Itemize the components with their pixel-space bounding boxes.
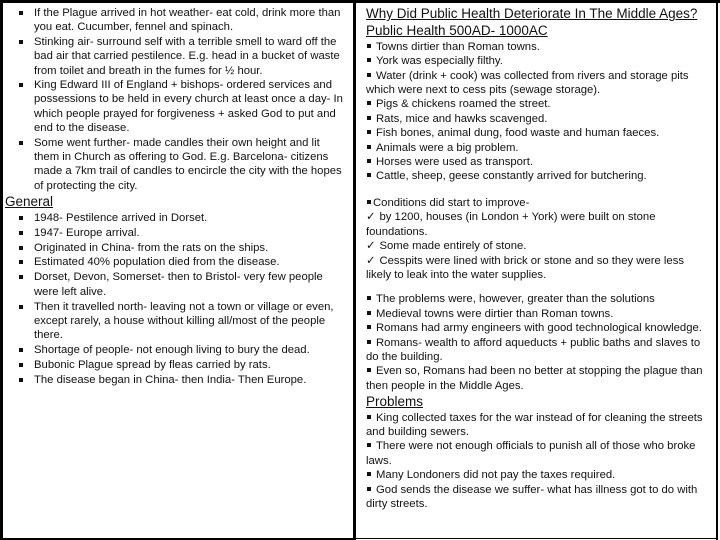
bullet-icon [367, 368, 371, 372]
problems-heading: Problems [366, 394, 424, 410]
bullet-icon [367, 311, 371, 315]
border-right [716, 0, 718, 540]
item-text: Medieval towns were dirtier than Roman towns. [376, 307, 614, 320]
list-item: Then it travelled north- leaving not a town or village or even, except rarely, a house without killing all/most of the people there. [19, 300, 345, 343]
list-item [366, 210, 712, 239]
item-text: by 1200, houses (in London + York) were built on stone foundations. [366, 211, 656, 238]
item-text: Animals were a big problem. [376, 141, 519, 154]
border-bottom [356, 538, 718, 539]
bullet-icon [367, 101, 371, 105]
item-text: Cattle, sheep, geese constantly arrived for butchering. [376, 170, 647, 183]
list-item [366, 292, 712, 306]
bullet-icon [367, 296, 371, 300]
list-item [366, 254, 712, 283]
item-text: Water (drink + cook) was collected from rivers and storage pits which were next to cess pits (sewage storage). [366, 69, 689, 97]
list-item [366, 239, 712, 253]
item-text: Pigs & chickens roamed the street. [376, 98, 551, 111]
list-item [366, 169, 712, 183]
list-item [366, 97, 712, 111]
list-item: Some went further- made candles their own height and lit them in Church as offering to God. E.g. Barcelona- citizens made a 7km trail of candles to encircle the city with the hopes of protecting the city. [19, 136, 345, 194]
list-item [366, 321, 712, 335]
item-text: Rats, mice and hawks scavenged. [376, 112, 548, 125]
list-item [366, 112, 712, 126]
bullet-icon [367, 472, 371, 476]
checkmark-icon: ✓ [366, 240, 376, 253]
list-item: Dorset, Devon, Somerset- then to Bristol- very few people were left alive. [19, 270, 345, 299]
bullet-icon [367, 116, 371, 120]
item-text: Cesspits were lined with brick or stone and so they were less likely to leak into the water supplies. [366, 254, 684, 281]
item-text: Fish bones, animal dung, food waste and human faeces. [376, 127, 660, 140]
bullet-icon [367, 73, 371, 77]
item-text: The problems were, however, greater than the solutions [376, 293, 655, 306]
general-heading: General [5, 194, 54, 210]
left-column [3, 0, 353, 388]
health-list [366, 40, 712, 184]
bullet-icon [367, 325, 371, 329]
list-item [366, 439, 712, 468]
item-text: Romans had army engineers with good technological knowledge. [376, 322, 702, 335]
bullet-icon [367, 173, 371, 177]
item-text: God sends the disease we suffer- what has illness got to do with dirty streets. [366, 483, 698, 510]
section-subtitle: Public Health 500AD- 1000AC [366, 23, 548, 39]
list-item [366, 126, 712, 140]
bullet-icon [367, 58, 371, 62]
bullet-icon [367, 415, 371, 419]
list-item: The disease began in China- then India- Then Europe. [19, 373, 345, 387]
bullet-icon [367, 130, 371, 134]
bullet-icon [367, 487, 371, 491]
list-item [366, 411, 712, 440]
item-text: Towns dirtier than Roman towns. [376, 40, 540, 53]
bullet-icon [367, 44, 371, 48]
list-item: Originated in China- from the rats on the ships. [19, 241, 345, 255]
improve-intro [366, 196, 712, 210]
bullet-icon [367, 159, 371, 163]
remedies-list [19, 6, 345, 193]
right-column [356, 0, 716, 511]
list-item [366, 483, 712, 512]
list-item: 1948- Pestilence arrived in Dorset. [19, 211, 345, 225]
list-item: 1947- Europe arrival. [19, 226, 345, 240]
list-item: Bubonic Plague spread by fleas carried by rats. [19, 358, 345, 372]
bullet-icon [367, 443, 371, 447]
item-text: Many Londoners did not pay the taxes required. [376, 469, 616, 482]
item-text: Romans- wealth to afford aqueducts + public baths and slaves to do the building. [366, 336, 701, 363]
bullet-icon [367, 340, 371, 344]
list-item [366, 54, 712, 68]
list-item [366, 307, 712, 321]
list-item: If the Plague arrived in hot weather- eat cold, drink more than you eat. Cucumber, fennel and spinach. [19, 6, 345, 35]
page-title: Why Did Public Health Deteriorate In The Middle Ages? [366, 6, 698, 21]
checkmark-icon: ✓ [366, 211, 376, 224]
item-text: Some made entirely of stone. [379, 240, 527, 253]
comparison-list [366, 292, 712, 393]
general-list [19, 211, 345, 388]
list-item [366, 40, 712, 54]
list-item [366, 364, 712, 393]
item-text: Conditions did start to improve- [373, 196, 530, 209]
item-text: Even so, Romans had been no better at stopping the plague than then people in the Middle Ages. [366, 365, 703, 392]
bullet-icon [367, 200, 371, 204]
item-text: Horses were used as transport. [376, 156, 533, 169]
list-item: King Edward III of England + bishops- ordered services and possessions to be held in every church at least once a day- In which people prayed for forgiveness + asked God to put and end to the disease. [19, 78, 345, 136]
list-item: Estimated 40% population died from the disease. [19, 255, 345, 269]
item-text: York was especially filthy. [376, 55, 503, 68]
list-item [366, 468, 712, 482]
bullet-icon [367, 145, 371, 149]
checkmark-icon: ✓ [366, 254, 376, 267]
list-item [366, 141, 712, 155]
list-item: Shortage of people- not enough living to bury the dead. [19, 343, 345, 357]
improve-list [366, 210, 712, 282]
list-item [366, 155, 712, 169]
item-text: King collected taxes for the war instead of for cleaning the streets and building sewers. [366, 411, 703, 438]
list-item [366, 336, 712, 365]
item-text: There were not enough officials to punish all of those who broke laws. [366, 440, 696, 467]
list-item: Stinking air- surround self with a terrible smell to ward off the bad air that carried pestilence. E.g. head in a bucket of waste from toilet and breath in the fumes for ½ hour. [19, 35, 345, 78]
problems-list [366, 411, 712, 512]
list-item [366, 69, 712, 98]
